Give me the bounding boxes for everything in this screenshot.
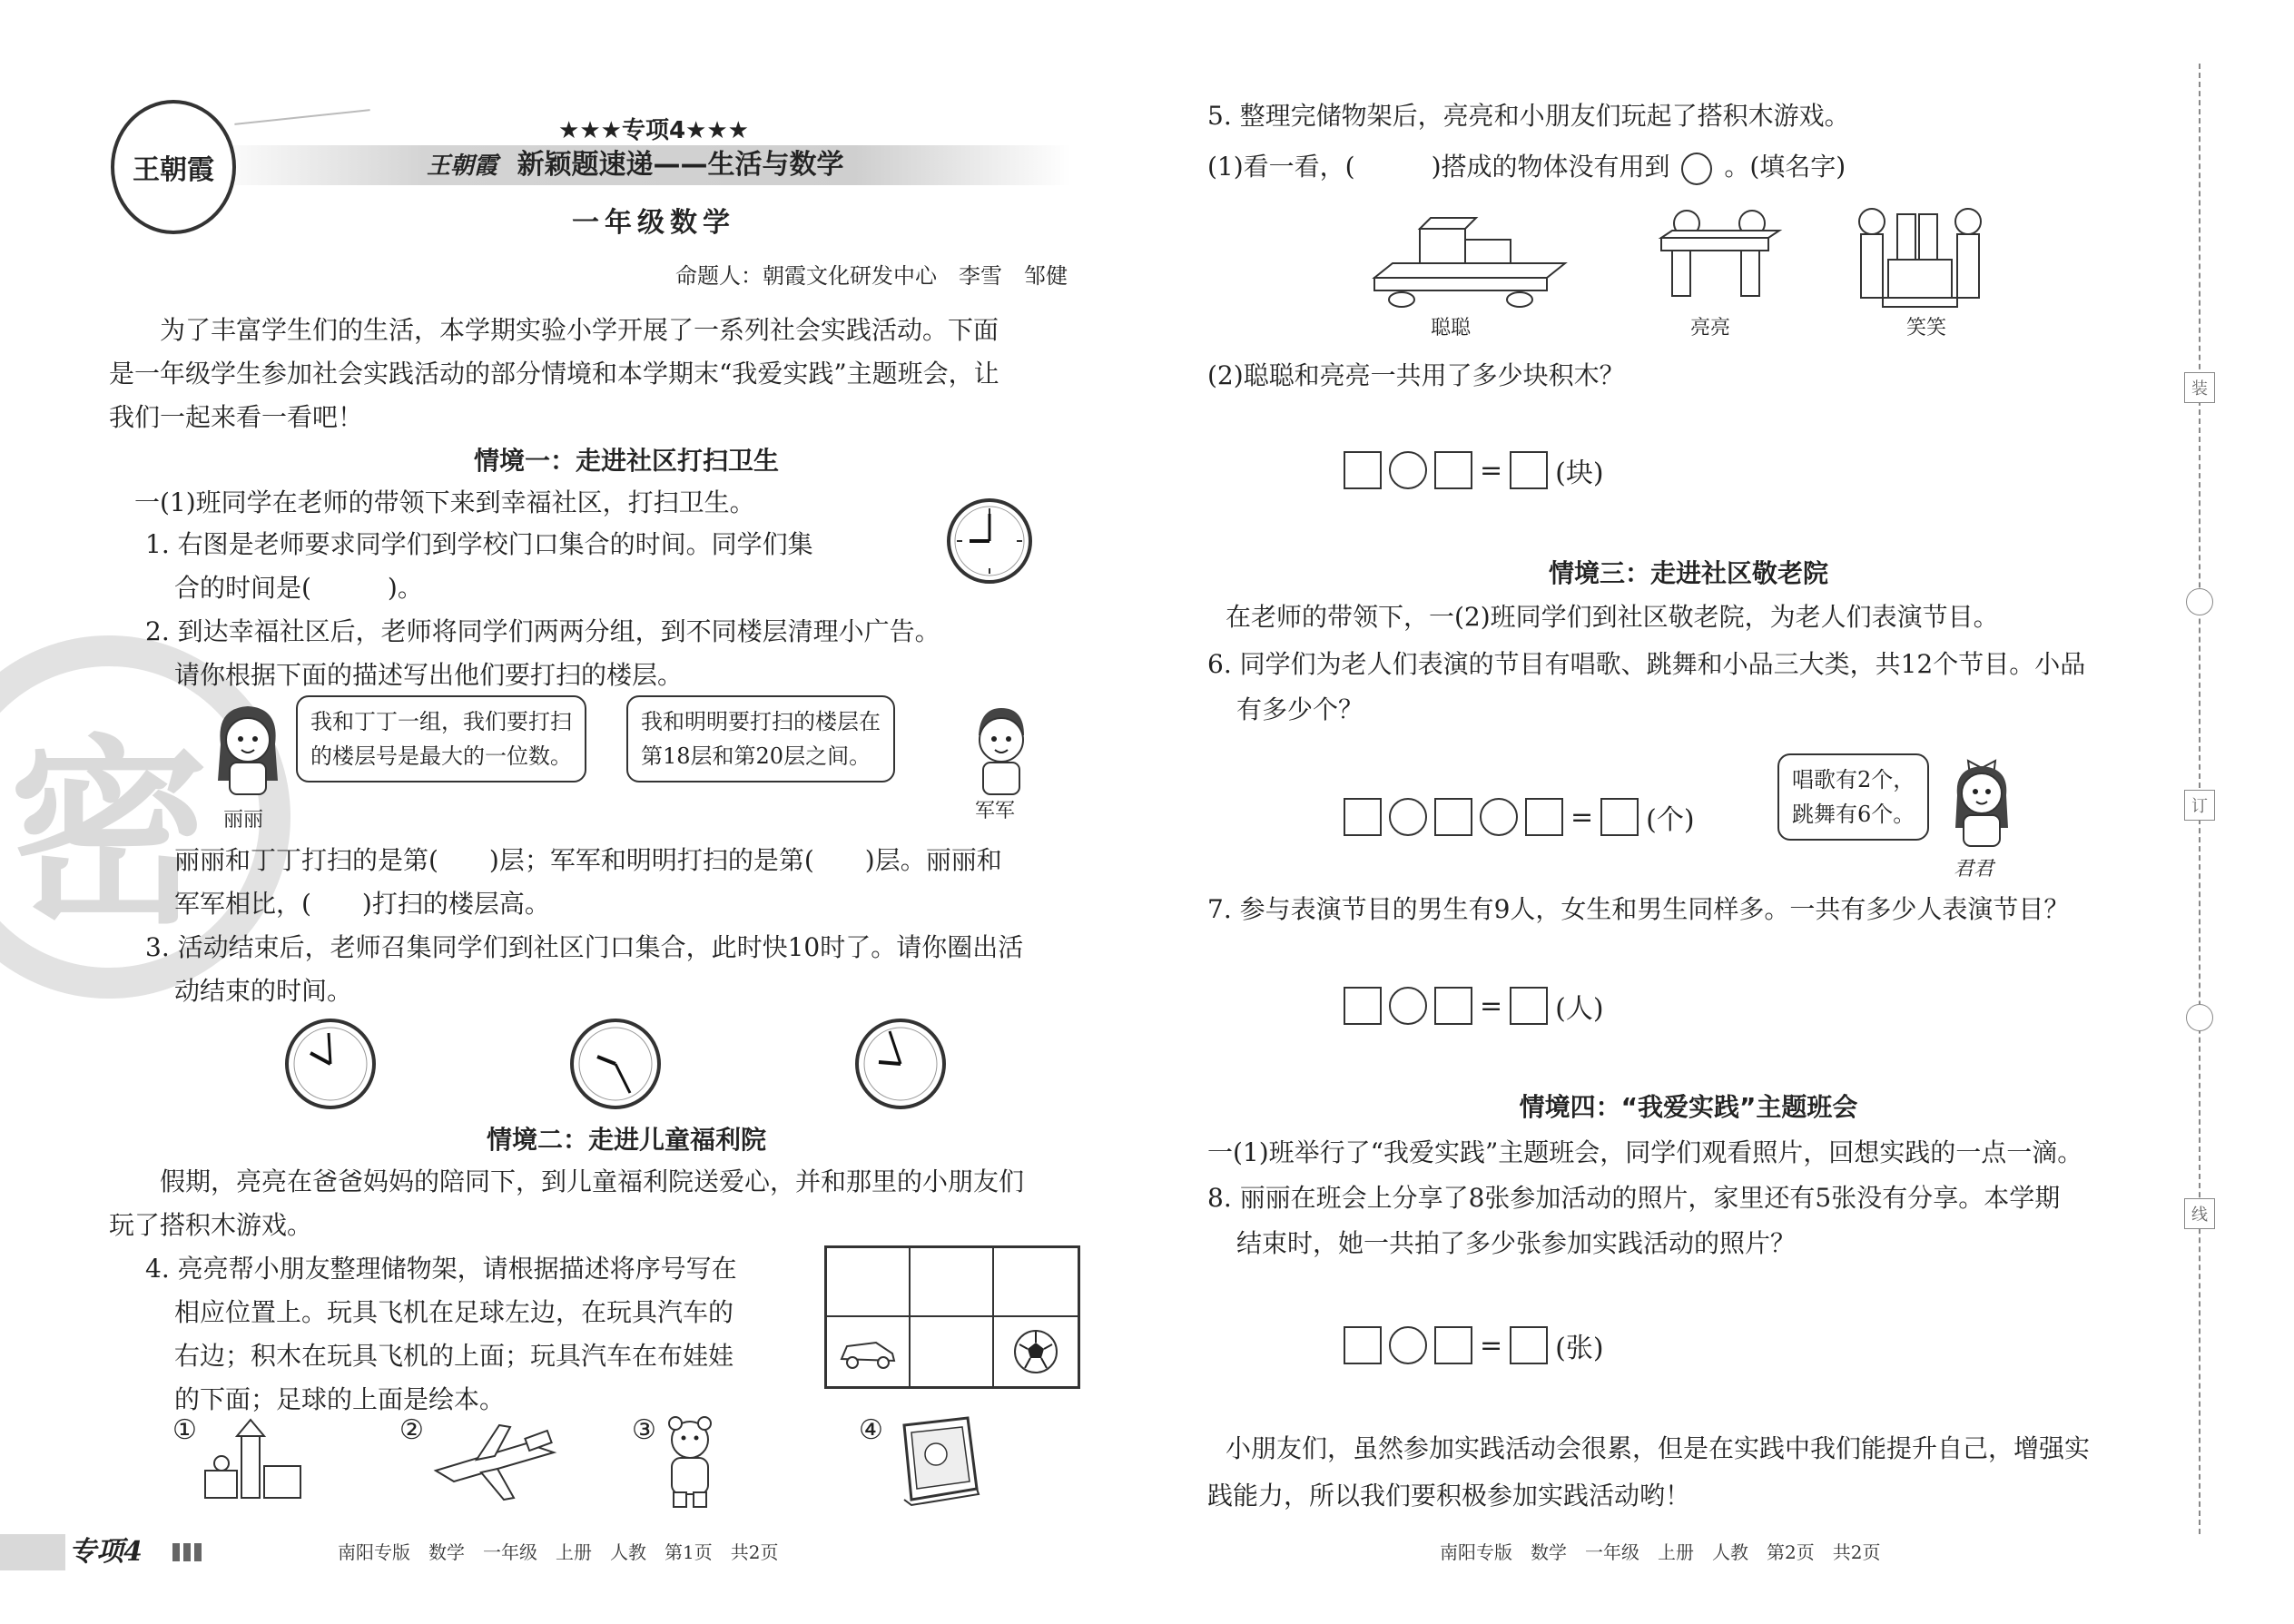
q7-text: 7. 参与表演节目的男生有9人，女生和男生同样多。一共有多少人表演节目？ [1207, 894, 2070, 924]
bubble-junjun2-line-1: 唱歌有2个， [1792, 767, 1915, 792]
q1-line-1: 1. 右图是老师要求同学们到学校门口集合的时间。同学们集 [145, 529, 813, 559]
binding-hole-icon [2186, 588, 2213, 615]
scene2-intro-line-1: 假期，亮亮在爸爸妈妈的陪同下，到儿童福利院送爱心，并和那里的小朋友们 [160, 1166, 1025, 1196]
congcong-blocks-icon [1365, 205, 1574, 314]
equation-q8 [1344, 1325, 1604, 1365]
shelf-cell[interactable] [911, 1248, 994, 1317]
footer-bar [0, 1534, 65, 1570]
doll-icon [654, 1412, 726, 1512]
q4-line-2: 相应位置上。玩具飞机在足球左边，在玩具汽车的 [174, 1297, 734, 1327]
operator-circle[interactable] [1389, 987, 1427, 1025]
q4-line-3: 右边；积木在玩具飞机的上面；玩具汽车在布娃娃 [174, 1341, 734, 1371]
scene4-title: 情境四：“我爱实践”主题班会 [1519, 1092, 1858, 1122]
storage-shelf-grid [824, 1245, 1080, 1389]
right-footer-info: 南阳专版 数学 一年级 上册 人教 第2页 共2页 [1440, 1541, 1881, 1563]
answer-box[interactable] [1344, 798, 1382, 836]
clock-option-3-icon[interactable] [853, 1017, 948, 1111]
intro-line-1: 为了丰富学生们的生活，本学期实验小学开展了一系列社会实践活动。下面 [160, 315, 999, 345]
q2-line-1: 2. 到达幸福社区后，老师将同学们两两分组，到不同楼层清理小广告。 [145, 616, 940, 646]
toy-airplane-icon [427, 1416, 563, 1507]
q2-answer-line-2: 军军相比，( )打扫的楼层高。 [174, 889, 550, 919]
answer-box[interactable] [1510, 1326, 1548, 1364]
closing-line-1: 小朋友们，虽然参加实践活动会很累，但是在实践中我们能提升自己，增强实 [1226, 1433, 2091, 1463]
scene3-title: 情境三：走进社区敬老院 [1548, 558, 1828, 588]
q5-part1 [1207, 145, 1846, 189]
q2-answer-line-1: 丽丽和丁丁打扫的是第( )层；军军和明明打扫的是第( )层。丽丽和 [174, 845, 1002, 875]
option-1-label: ① [172, 1414, 197, 1446]
answer-box[interactable] [1510, 987, 1548, 1025]
speech-bubble-junjun [626, 695, 895, 782]
binding-label-ding: 订 [2191, 797, 2208, 816]
scene3-intro: 在老师的带领下，一(2)班同学们到社区敬老院，为老人们表演节目。 [1226, 602, 1999, 632]
shelf-cell[interactable] [994, 1248, 1078, 1317]
equals-sign: = [1570, 801, 1594, 833]
binding-mark-zhuang [2184, 372, 2215, 403]
unit-label: (人) [1555, 993, 1604, 1025]
answer-box[interactable] [1344, 987, 1382, 1025]
unit-label: (个) [1646, 804, 1695, 836]
answer-box[interactable] [1600, 798, 1639, 836]
bubble-lili-line-2: 的楼层号是最大的一位数。 [310, 743, 572, 769]
liangliang-blocks-icon [1652, 196, 1788, 305]
q5-part2: (2)聪聪和亮亮一共用了多少块积木？ [1207, 360, 1625, 390]
answer-box[interactable] [1344, 1326, 1382, 1364]
equals-sign: = [1480, 454, 1503, 487]
scene2-intro-line-2: 玩了搭积木游戏。 [109, 1210, 313, 1240]
q8-line-2: 结束时，她一共拍了多少张参加实践活动的照片？ [1236, 1228, 1797, 1258]
answer-box[interactable] [1434, 798, 1472, 836]
shelf-cell[interactable] [827, 1248, 911, 1317]
option-2-label: ② [399, 1414, 424, 1446]
binding-hole-icon [2186, 1004, 2213, 1031]
bubble-junjun-line-2: 第18层和第20层之间。 [641, 743, 871, 769]
binding-label-xian: 线 [2191, 1206, 2208, 1225]
name-congcong: 聪聪 [1431, 317, 1472, 340]
shelf-cell-toy-car[interactable] [827, 1317, 911, 1386]
equals-sign: = [1480, 989, 1503, 1022]
scene2-title: 情境二：走进儿童福利院 [486, 1125, 766, 1155]
option-4-label: ④ [859, 1414, 883, 1446]
answer-box[interactable] [1434, 987, 1472, 1025]
q5-intro: 5. 整理完储物架后，亮亮和小朋友们玩起了搭积木游戏。 [1207, 101, 1850, 131]
name-junjun: 军军 [975, 800, 1016, 822]
q4-line-1: 4. 亮亮帮小朋友整理储物架，请根据描述将序号写在 [145, 1254, 737, 1284]
q1-line-2: 合的时间是( )。 [174, 573, 423, 603]
equation-q5 [1344, 450, 1604, 490]
main-title: 新颖题速递——生活与数学 [517, 149, 844, 181]
answer-box[interactable] [1434, 1326, 1472, 1364]
equation-q6 [1344, 797, 1695, 837]
clock-option-1-icon[interactable] [283, 1017, 378, 1111]
brand-logo [111, 100, 236, 234]
scene1-title: 情境一：走进社区打扫卫生 [473, 446, 779, 476]
operator-circle[interactable] [1389, 1326, 1427, 1364]
operator-circle[interactable] [1480, 798, 1518, 836]
binding-mark-xian [2184, 1198, 2215, 1229]
q3-line-2: 动结束的时间。 [174, 976, 353, 1006]
intro-line-2: 是一年级学生参加社会实践活动的部分情境和本学期末“我爱实践”主题班会，让 [109, 359, 999, 389]
answer-box[interactable] [1434, 451, 1472, 489]
intro-line-3: 我们一起来看一看吧！ [109, 402, 364, 432]
girl-junjun-illustration [1941, 744, 2023, 853]
clock-icon [944, 496, 1035, 586]
unit-label: (块) [1555, 458, 1604, 489]
xiaoxiao-blocks-icon [1852, 196, 1988, 314]
q2-line-2: 请你根据下面的描述写出他们要打扫的楼层。 [174, 660, 684, 690]
closing-line-2: 践能力，所以我们要积极参加实践活动哟！ [1207, 1481, 1691, 1511]
scene4-intro: 一(1)班举行了“我爱实践”主题班会，同学们观看照片，回想实践的一点一滴。 [1207, 1137, 2083, 1167]
clock-option-2-icon[interactable] [568, 1017, 663, 1111]
shelf-cell[interactable] [911, 1317, 994, 1386]
operator-circle[interactable] [1389, 798, 1427, 836]
name-lili: 丽丽 [223, 809, 264, 832]
speech-bubble-junjun2 [1777, 753, 1929, 841]
bubble-junjun-line-1: 我和明明要打扫的楼层在 [641, 709, 881, 734]
scene1-intro: 一(1)班同学在老师的带领下来到幸福社区，打扫卫生。 [134, 487, 755, 517]
operator-circle[interactable] [1389, 451, 1427, 489]
series-label: ★★★专项4★★★ [558, 117, 749, 144]
binding-mark-ding [2184, 790, 2215, 821]
footer-dots [172, 1543, 203, 1561]
name-xiaoxiao: 笑笑 [1906, 317, 1947, 340]
equation-q7 [1344, 986, 1604, 1026]
answer-box[interactable] [1344, 451, 1382, 489]
equals-sign: = [1480, 1329, 1503, 1362]
shelf-cell-football[interactable] [994, 1317, 1078, 1386]
left-footer-info: 南阳专版 数学 一年级 上册 人教 第1页 共2页 [338, 1541, 779, 1563]
header-title-row [427, 145, 844, 186]
q4-line-4: 的下面；足球的上面是绘本。 [174, 1384, 506, 1414]
football-icon [1012, 1328, 1059, 1375]
q3-line-1: 3. 活动结束后，老师召集同学们到社区门口集合，此时快10时了。请你圈出活 [145, 932, 1024, 962]
girl-lili-illustration [207, 699, 289, 799]
cylinder-icon [1681, 153, 1712, 185]
q5-part1-suffix: 。(填名字) [1724, 152, 1846, 182]
name-junjun2: 君君 [1954, 858, 1994, 881]
brand-name: 王朝霞 [427, 153, 498, 180]
page-subtitle: 一年级数学 [572, 207, 735, 239]
boy-junjun-illustration [960, 699, 1042, 799]
authors-line: 命题人：朝霞文化研发中心 李雪 邹健 [675, 263, 1068, 289]
logo-ribbon [234, 109, 369, 125]
toy-car-icon [836, 1332, 900, 1372]
q6-line-2: 有多少个？ [1236, 694, 1364, 724]
q8-line-1: 8. 丽丽在班会上分享了8张参加活动的照片，家里还有5张没有分享。本学期 [1207, 1183, 2061, 1213]
binding-label-zhuang: 装 [2191, 379, 2208, 399]
footer-tag: 专项4 [69, 1536, 143, 1568]
speech-bubble-lili [296, 695, 586, 782]
building-blocks-icon [196, 1416, 314, 1507]
unit-label: (张) [1555, 1333, 1604, 1364]
name-liangliang: 亮亮 [1690, 317, 1731, 340]
brand-logo-text: 王朝霞 [133, 154, 214, 186]
answer-box[interactable] [1525, 798, 1563, 836]
option-3-label: ③ [632, 1414, 656, 1446]
bubble-junjun2-line-2: 跳舞有6个。 [1792, 802, 1915, 827]
bubble-lili-line-1: 我和丁丁一组，我们要打扫 [310, 709, 572, 734]
q5-part1-text: (1)看一看，( )搭成的物体没有用到 [1207, 152, 1670, 182]
watermark-text: 密 [8, 718, 209, 950]
q6-line-1: 6. 同学们为老人们表演的节目有唱歌、跳舞和小品三大类，共12个节目。小品 [1207, 649, 2086, 679]
picture-book-icon [886, 1416, 986, 1507]
answer-box[interactable] [1510, 451, 1548, 489]
